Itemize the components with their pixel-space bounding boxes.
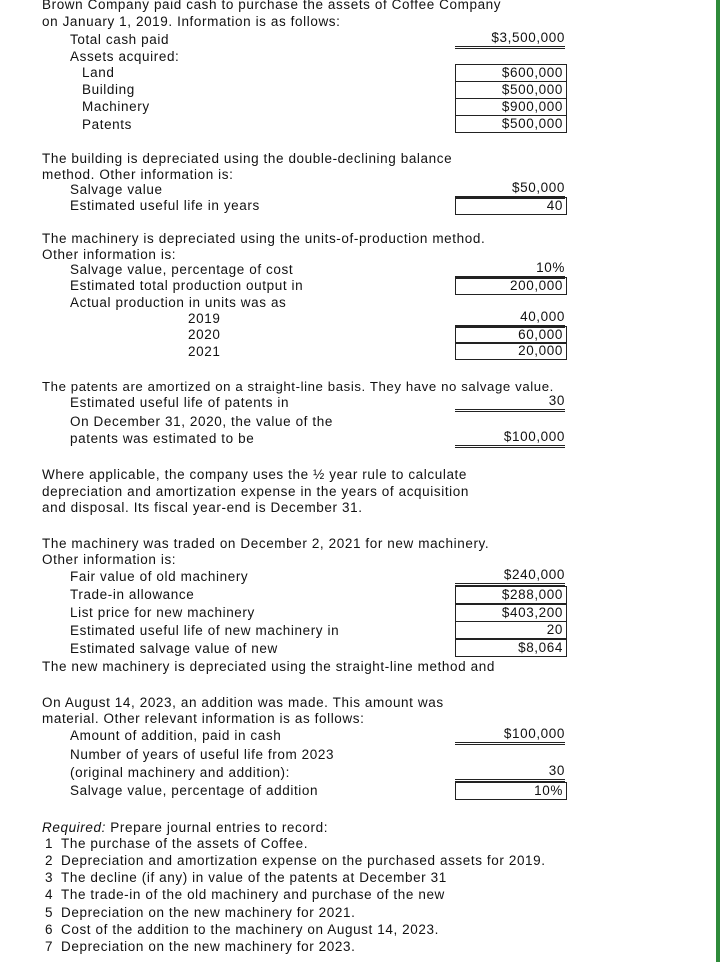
total-cash-label: Total cash paid xyxy=(70,32,170,47)
required-item xyxy=(45,905,355,921)
addition-years-value: 30 xyxy=(455,763,565,782)
machinery-line-2: Other information is: xyxy=(42,247,177,262)
tradein-label: Trade-in allowance xyxy=(70,587,195,602)
machinery-line-1: The machinery is depreciated using the units-of-production method. xyxy=(42,231,486,246)
production-value-2021: 20,000 xyxy=(455,342,567,360)
machinery-value: $900,000 xyxy=(455,98,567,116)
straight-line-note: The new machinery is depreciated using the straight-line method and xyxy=(42,659,495,674)
patents-value: $500,000 xyxy=(455,115,567,133)
addition-years-line-1: Number of years of useful life from 2023 xyxy=(70,747,335,762)
patents-life-label: Estimated useful life of patents in xyxy=(70,395,290,410)
patents-life-value: 30 xyxy=(455,393,565,412)
production-year-2019: 2019 xyxy=(188,311,221,326)
trade-line-2: Other information is: xyxy=(42,552,177,567)
production-value-2020: 60,000 xyxy=(455,326,567,344)
intro-line-1: Brown Company paid cash to purchase the assets of Coffee Company xyxy=(42,0,502,12)
required-item-text: The decline (if any) in value of the patents at December 31 xyxy=(61,870,447,885)
machinery-salvage-label: Salvage value, percentage of cost xyxy=(70,262,294,277)
patents-label: Patents xyxy=(82,117,132,132)
halfyear-line-3: and disposal. Its fiscal year-end is December 31. xyxy=(42,500,363,515)
window-edge-bar xyxy=(716,0,720,962)
addition-amount-label: Amount of addition, paid in cash xyxy=(70,728,282,743)
required-item-text: The trade-in of the old machinery and purchase of the new xyxy=(61,887,445,902)
required-text: Prepare journal entries to record: xyxy=(110,820,329,835)
machinery-label: Machinery xyxy=(82,99,150,114)
patents-dec-line-1: On December 31, 2020, the value of the xyxy=(70,414,333,429)
required-item xyxy=(45,836,308,852)
required-item xyxy=(45,853,546,869)
building-line-1: The building is depreciated using the double-declining balance xyxy=(42,151,453,166)
building-life-label: Estimated useful life in years xyxy=(70,198,260,213)
required-item xyxy=(45,887,445,903)
production-value-2019: 40,000 xyxy=(455,309,565,328)
building-label: Building xyxy=(82,82,135,97)
required-item-text: The purchase of the assets of Coffee. xyxy=(61,836,309,851)
machinery-output-value: 200,000 xyxy=(455,277,567,295)
required-item-number: 2 xyxy=(45,853,54,868)
required-item xyxy=(45,870,447,886)
building-value: $500,000 xyxy=(455,81,567,99)
halfyear-line-1: Where applicable, the company uses the ½ year rule to calculate xyxy=(42,467,468,482)
patents-dec-value: $100,000 xyxy=(455,429,565,448)
total-cash-value: $3,500,000 xyxy=(455,30,565,49)
addition-years-line-2: (original machinery and addition): xyxy=(70,765,291,780)
machinery-output-label: Estimated total production output in xyxy=(70,278,304,293)
required-item-number: 5 xyxy=(45,905,54,920)
addition-salvage-value: 10% xyxy=(455,782,567,800)
addition-line-2: material. Other relevant information is as follows: xyxy=(42,711,365,726)
addition-amount-value: $100,000 xyxy=(455,726,565,745)
tradein-value: $288,000 xyxy=(455,586,567,604)
new-life-value: 20 xyxy=(455,621,567,639)
assets-acquired-label: Assets acquired: xyxy=(70,49,180,64)
new-salvage-label: Estimated salvage value of new xyxy=(70,641,278,656)
required-item-text: Depreciation on the new machinery for 2023. xyxy=(61,939,356,954)
new-life-label: Estimated useful life of new machinery in xyxy=(70,623,340,638)
required-item-text: Depreciation and amortization expense on the purchased assets for 2019. xyxy=(61,853,546,868)
production-year-2020: 2020 xyxy=(188,327,221,342)
required-item-number: 6 xyxy=(45,922,54,937)
required-item-text: Cost of the addition to the machinery on August 14, 2023. xyxy=(61,922,439,937)
building-salvage-value: $50,000 xyxy=(455,180,565,199)
list-price-label: List price for new machinery xyxy=(70,605,255,620)
building-life-value: 40 xyxy=(455,197,567,215)
halfyear-line-2: depreciation and amortization expense in the years of acquisition xyxy=(42,484,469,499)
required-item-text: Depreciation on the new machinery for 2021. xyxy=(61,905,356,920)
required-heading xyxy=(42,820,328,836)
addition-salvage-label: Salvage value, percentage of addition xyxy=(70,783,319,798)
fair-value-label: Fair value of old machinery xyxy=(70,569,249,584)
list-price-value: $403,200 xyxy=(455,604,567,622)
trade-line-1: The machinery was traded on December 2, 2021 for new machinery. xyxy=(42,536,490,551)
required-item xyxy=(45,922,439,938)
building-salvage-label: Salvage value xyxy=(70,182,163,197)
land-label: Land xyxy=(82,65,115,80)
production-year-2021: 2021 xyxy=(188,344,221,359)
machinery-actual-label: Actual production in units was as xyxy=(70,295,287,310)
required-item-number: 3 xyxy=(45,870,54,885)
building-line-2: method. Other information is: xyxy=(42,167,234,182)
required-item-number: 1 xyxy=(45,836,54,851)
patents-dec-line-2: patents was estimated to be xyxy=(70,431,255,446)
machinery-salvage-value: 10% xyxy=(455,260,565,279)
new-salvage-value: $8,064 xyxy=(455,639,567,657)
required-item-number: 4 xyxy=(45,887,54,902)
fair-value-value: $240,000 xyxy=(455,567,565,586)
required-label: Required: xyxy=(42,820,106,835)
patents-line-1: The patents are amortized on a straight-line basis. They have no salvage value. xyxy=(42,379,554,394)
intro-line-2: on January 1, 2019. Information is as follows: xyxy=(42,14,341,29)
land-value: $600,000 xyxy=(455,64,567,82)
required-item xyxy=(45,939,355,955)
required-item-number: 7 xyxy=(45,939,54,954)
addition-line-1: On August 14, 2023, an addition was made. This amount was xyxy=(42,695,444,710)
